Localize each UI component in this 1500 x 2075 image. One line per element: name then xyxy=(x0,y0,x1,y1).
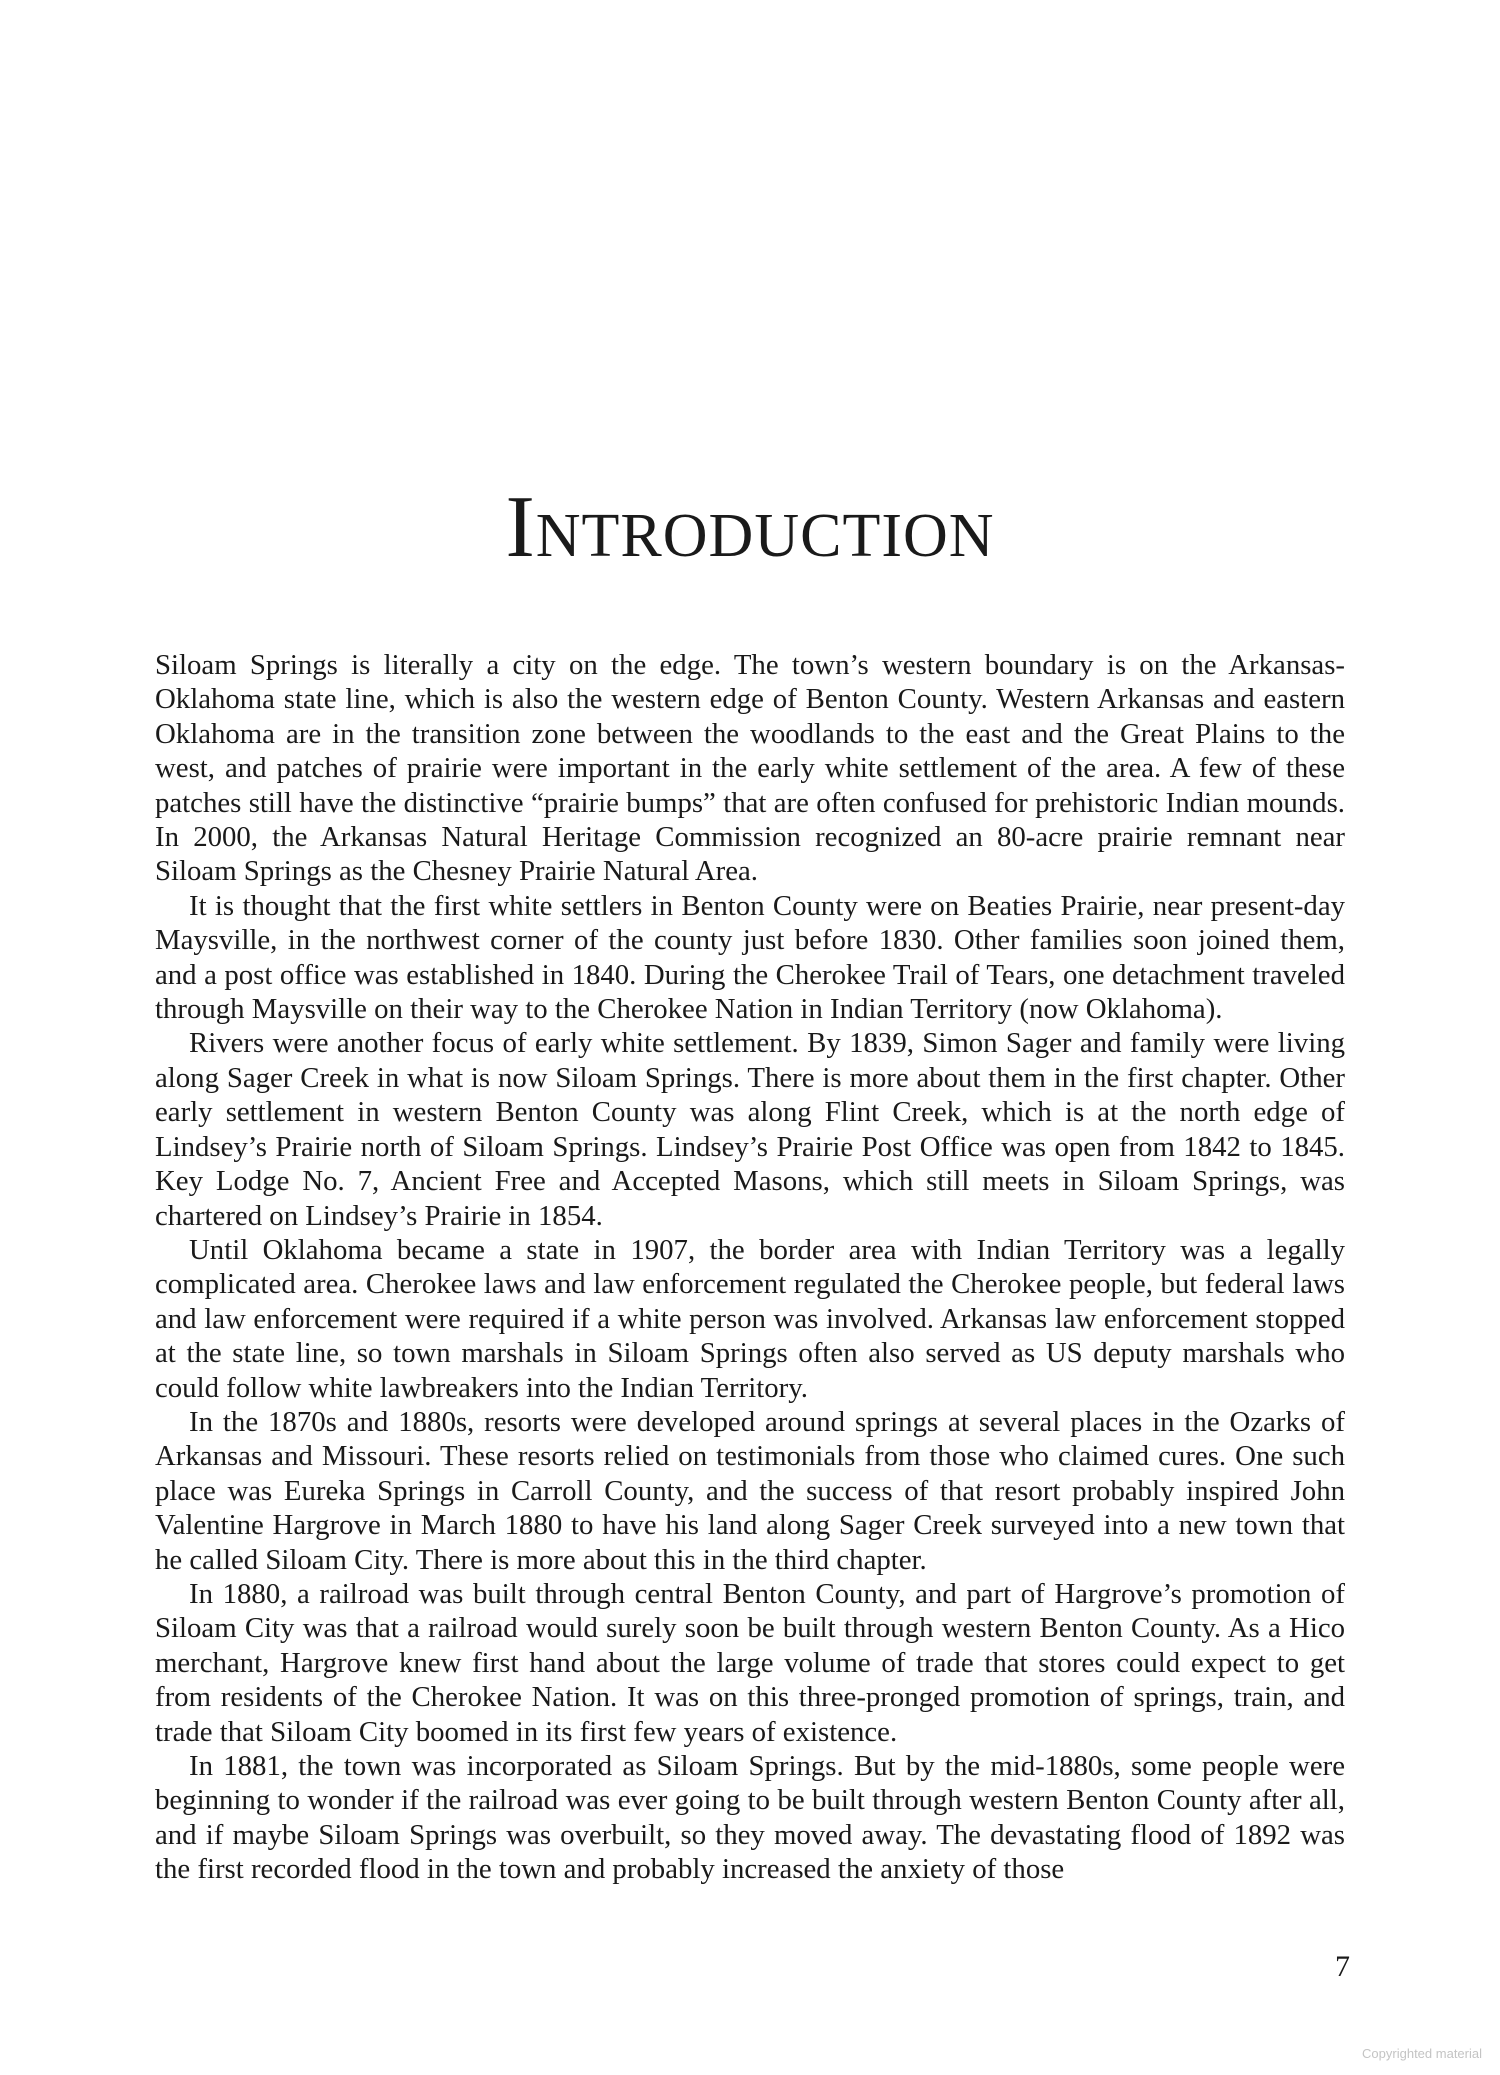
paragraph: In the 1870s and 1880s, resorts were developed around springs at several places in the Ozarks of Arkansas and Missouri. These resorts relied on testimonials from those who claimed cures. One such place was Eureka Springs in Carroll County, and the success of that resort probably inspired John Valentine Hargrove in March 1880 to have his land along Sager Creek surveyed into a new town that he called Siloam City. There is more about this in the third chapter. xyxy=(155,1405,1345,1576)
body-text xyxy=(155,648,1345,1887)
paragraph: In 1880, a railroad was built through central Benton County, and part of Hargrove’s promotion of Siloam City was that a railroad would surely soon be built through western Benton County. As a Hico merchant, Hargrove knew first hand about the large volume of trade that stores could expect to get from residents of the Cherokee Nation. It was on this three-pronged promotion of springs, train, and trade that Siloam City boomed in its first few years of existence. xyxy=(155,1577,1345,1748)
paragraph: Rivers were another focus of early white settlement. By 1839, Simon Sager and family were living along Sager Creek in what is now Siloam Springs. There is more about them in the first chapter. Other early settlement in western Benton County was along Flint Creek, which is at the north edge of Lindsey’s Prairie north of Siloam Springs. Lindsey’s Prairie Post Office was open from 1842 to 1845. Key Lodge No. 7, Ancient Free and Accepted Masons, which still meets in Siloam Springs, was chartered on Lindsey’s Prairie in 1854. xyxy=(155,1027,1345,1232)
paragraph: It is thought that the first white settlers in Benton County were on Beaties Prairie, near present-day Maysville, in the northwest corner of the county just before 1830. Other families soon joined them, and a post office was established in 1840. During the Cherokee Trail of Tears, one detachment traveled through Maysville on their way to the Cherokee Nation in Indian Territory (now Oklahoma). xyxy=(155,889,1345,1026)
copyright-watermark: Copyrighted material xyxy=(1362,2046,1482,2061)
paragraph: Until Oklahoma became a state in 1907, the border area with Indian Territory was a legally complicated area. Cherokee laws and law enforcement regulated the Cherokee people, but federal laws and law enforcement were required if a white person was involved. Arkansas law enforcement stopped at the state line, so town marshals in Siloam Springs often also served as US deputy marshals who could follow white lawbreakers into the Indian Territory. xyxy=(155,1233,1345,1404)
page-number: 7 xyxy=(1335,1950,1350,1983)
paragraph: In 1881, the town was incorporated as Siloam Springs. But by the mid-1880s, some people were beginning to wonder if the railroad was ever going to be built through western Benton County after all, and if maybe Siloam Springs was overbuilt, so they moved away. The devastating flood of 1892 was the first recorded flood in the town and probably increased the anxiety of those xyxy=(155,1750,1345,1886)
chapter-title: Introduction xyxy=(505,479,995,576)
paragraph: Siloam Springs is literally a city on the edge. The town’s western boundary is on the Arkansas-Oklahoma state line, which is also the western edge of Benton County. Western Arkansas and eastern Oklahoma are in the transition zone between the woodlands to the east and the Great Plains to the west, and patches of prairie were important in the early white settlement of the area. A few of these patches still have the distinctive “prairie bumps” that are often confused for prehistoric Indian mounds. In 2000, the Arkansas Natural Heritage Commission recognized an 80-acre prairie remnant near Siloam Springs as the Chesney Prairie Natural Area. xyxy=(155,649,1345,888)
